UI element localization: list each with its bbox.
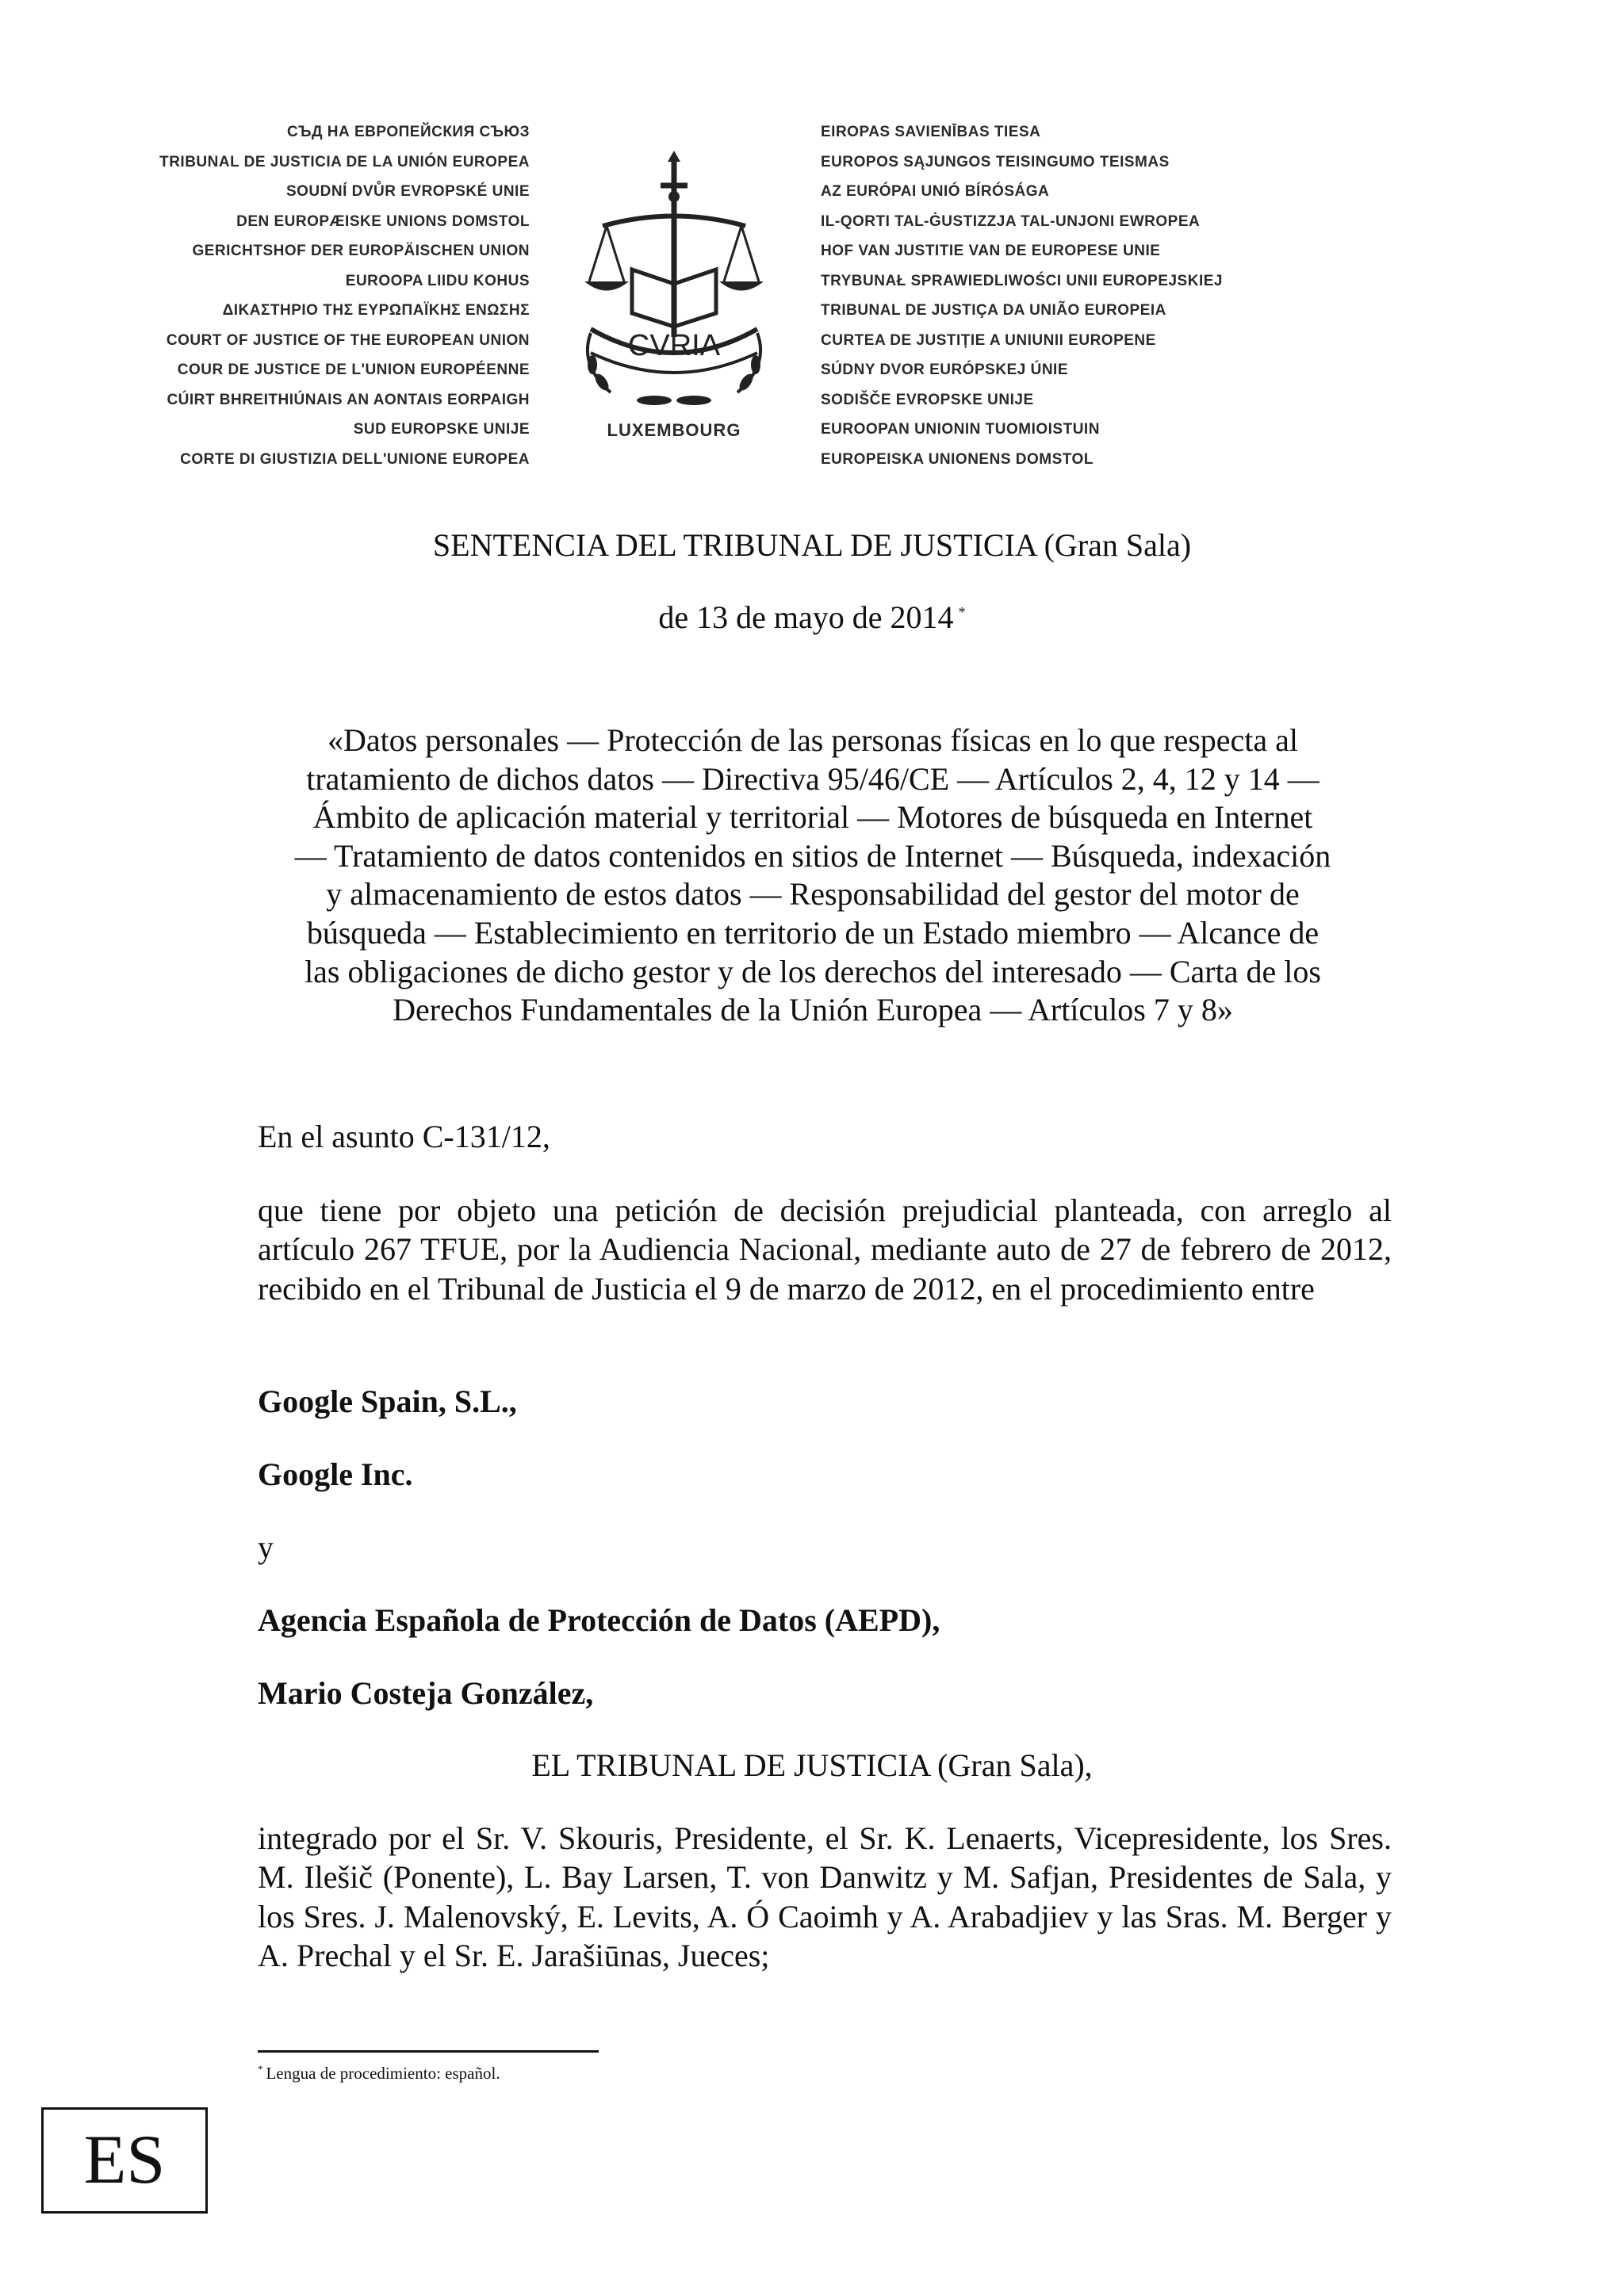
footnote [258,2063,500,2084]
court-name-line: GERICHTSHOF DER EUROPÄISCHEN UNION [192,243,530,259]
footnote-divider [258,2050,599,2053]
keyword-line: las obligaciones de dicho gestor y de los derechos del interesado — Carta de los [304,953,1321,989]
party-aepd: Agencia Española de Protección de Datos (AEPD), [258,1602,940,1638]
party-google-spain: Google Spain, S.L., [258,1383,517,1419]
keyword-line: Derechos Fundamentales de la Unión Europea — Artículos 7 y 8» [393,992,1233,1028]
court-name-line: AZ EURÓPAI UNIÓ BÍRÓSÁGA [821,183,1050,200]
court-name-line: СЪД НА ЕВРОПЕЙСКИЯ СЪЮЗ [286,124,530,140]
court-names-right [821,117,1223,474]
emblem-text: CVRIA [627,329,721,362]
court-heading: EL TRIBUNAL DE JUSTICIA (Gran Sala), [531,1747,1093,1783]
court-name-line: IL-QORTI TAL-ĠUSTIZZJA TAL-UNJONI EWROPEA [821,212,1201,230]
party-google-inc: Google Inc. [258,1456,413,1492]
court-name-line: SUD EUROPSKE UNIJE [353,421,530,438]
court-names-left [159,117,530,474]
court-name-line: HOF VAN JUSTITIE VAN DE EUROPESE UNIE [821,243,1161,259]
keyword-line: búsqueda — Establecimiento en territorio de un Estado miembro — Alcance de [306,914,1320,951]
judgment-date-text: de 13 de mayo de 2014 [658,599,954,635]
keyword-line: — Tratamiento de datos contenidos en sitios de Internet — Búsqueda, indexación [294,837,1331,874]
court-name-line: SODIŠČE EVROPSKE UNIJE [821,391,1034,408]
footnote-marker: * [258,2063,263,2075]
court-name-line: COURT OF JUSTICE OF THE EUROPEAN UNION [166,331,530,349]
footnote-text: Lengua de procedimiento: español. [266,2064,500,2083]
court-name-line: CORTE DI GIUSTIZIA DELL'UNIONE EUROPEA [180,450,530,468]
emblem-city: LUXEMBOURG [607,420,741,440]
party-conjunction: y [258,1529,274,1565]
court-name-line: TRYBUNAŁ SPRAWIEDLIWOŚCI UNII EUROPEJSKIEJ [821,272,1223,289]
court-name-line: EUROPOS SĄJUNGOS TEISINGUMO TEISMAS [821,153,1170,170]
keyword-line: «Datos personales — Protección de las personas físicas en lo que respecta al [327,722,1299,758]
court-composition: integrado por el Sr. V. Skouris, Presidente, el Sr. K. Lenaerts, Vicepresidente, los Sres. M. Ilešič (Ponente), L. Bay Larsen, T. von Danwitz y M. Safjan, Presidentes de Sala, y los Sres. J. Malenovský, E. Levits, A. Ó Caoimh y A. Arabadjiev y las Sras. M. Berger y A. Prechal y el Sr. E. Jarašiūnas, Jueces; [258,1820,1392,1973]
court-name-line: EUROOPAN UNIONIN TUOMIOISTUIN [821,421,1100,438]
case-number: En el asunto C-131/12, [258,1119,550,1154]
court-name-line: EUROPEISKA UNIONENS DOMSTOL [821,450,1094,468]
judgment-title: SENTENCIA DEL TRIBUNAL DE JUSTICIA (Gran Sala) [432,527,1192,563]
language-code-box: ES [41,2107,208,2214]
footnote-reference: * [958,603,966,620]
court-name-line: DEN EUROPÆISKE UNIONS DOMSTOL [236,212,530,230]
court-name-line: ΔΙΚΑΣΤΗΡΙΟ ΤΗΣ ΕΥΡΩΠΑΪΚΗΣ ΕΝΩΣΗΣ [222,302,530,319]
court-name-line: COUR DE JUSTICE DE L'UNION EUROPÉENNE [177,362,530,378]
court-name-line: TRIBUNAL DE JUSTIÇA DA UNIÃO EUROPEIA [821,302,1166,319]
court-letterhead [0,103,1624,515]
court-name-line: SOUDNÍ DVŮR EVROPSKÉ UNIE [285,183,530,200]
court-name-line: CÚIRT BHREITHIÚNAIS AN AONTAIS EORPAIGH [167,391,530,408]
court-name-line: EIROPAS SAVIENĪBAS TIESA [821,124,1041,140]
curia-emblem-icon [575,151,773,412]
court-name-line: TRIBUNAL DE JUSTICIA DE LA UNIÓN EUROPEA [159,153,530,170]
judgment-date [0,599,1624,636]
court-name-line: CURTEA DE JUSTIȚIE A UNIUNII EUROPENE [821,331,1156,349]
keyword-line: tratamiento de dichos datos — Directiva 95/46/CE — Artículos 2, 4, 12 y 14 — [306,760,1320,797]
keyword-line: Ámbito de aplicación material y territorial — Motores de búsqueda en Internet [312,799,1313,836]
court-name-line: EUROOPA LIIDU KOHUS [345,272,530,289]
keyword-line: y almacenamiento de estos datos — Responsabilidad del gestor del motor de [326,876,1300,913]
reference-paragraph: que tiene por objeto una petición de decisión prejudicial planteada, con arreglo al artículo 267 TFUE, por la Audiencia Nacional, mediante auto de 27 de febrero de 2012, recibido en el Tribunal de Justicia el 9 de marzo de 2012, en el procedimiento entre [258,1192,1392,1307]
court-name-line: SÚDNY DVOR EURÓPSKEJ ÚNIE [821,362,1068,378]
judgment-keywords [262,721,1364,1030]
party-costeja: Mario Costeja González, [258,1675,594,1711]
